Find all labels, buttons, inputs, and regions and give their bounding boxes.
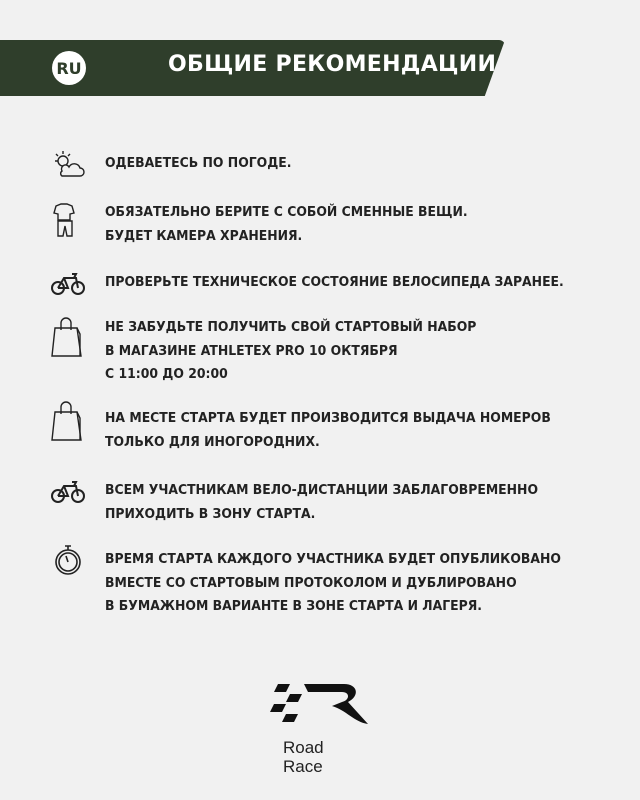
item-bike-check: ПРОВЕРЬТЕ ТЕХНИЧЕСКОЕ СОСТОЯНИЕ ВЕЛОСИПЕДА ЗАРАНЕЕ. [105, 274, 564, 290]
item-start-zone: ВСЕМ УЧАСТНИКАМ ВЕЛО-ДИСТАНЦИИ ЗАБЛАГОВРЕМЕННО ПРИХОДИТЬ В ЗОНУ СТАРТА. [105, 482, 539, 522]
clothes-icon [50, 202, 86, 238]
language-badge: RU [52, 51, 86, 85]
shopping-bag-icon [50, 400, 86, 442]
item-weather: ОДЕВАЕТЕСЬ ПО ПОГОДЕ. [105, 155, 292, 171]
bicycle-icon [50, 266, 86, 302]
page-title: ОБЩИЕ РЕКОМЕНДАЦИИ [168, 52, 497, 77]
shopping-bag-icon [50, 316, 86, 358]
bicycle-icon [50, 474, 86, 510]
item-starter-kit: НЕ ЗАБУДЬТЕ ПОЛУЧИТЬ СВОЙ СТАРТОВЫЙ НАБОР В МАГАЗИНЕ ATHLETEX PRO 10 ОКТЯБРЯ С 11:00 ДО 20:00 [105, 319, 477, 382]
date-highlight: 10 ОКТЯБРЯ [309, 342, 398, 359]
logo-text: Road Race [283, 738, 324, 776]
item-bib-numbers: НА МЕСТЕ СТАРТА БУДЕТ ПРОИЗВОДИТСЯ ВЫДАЧА НОМЕРОВ ТОЛЬКО ДЛЯ ИНОГОРОДНИХ. [105, 410, 551, 450]
item-clothes: ОБЯЗАТЕЛЬНО БЕРИТЕ С СОБОЙ СМЕННЫЕ ВЕЩИ. БУДЕТ КАМЕРА ХРАНЕНИЯ. [105, 204, 468, 244]
stopwatch-icon [50, 542, 86, 578]
item-start-time: ВРЕМЯ СТАРТА КАЖДОГО УЧАСТНИКА БУДЕТ ОПУБЛИКОВАНО ВМЕСТЕ СО СТАРТОВЫМ ПРОТОКОЛОМ И ДУБЛИРОВАНО В БУМАЖНОМ ВАРИАНТЕ В ЗОНЕ СТАРТА И ЛАГЕРЯ. [105, 551, 561, 614]
road-race-logo [270, 680, 370, 734]
weather-icon [50, 148, 86, 184]
